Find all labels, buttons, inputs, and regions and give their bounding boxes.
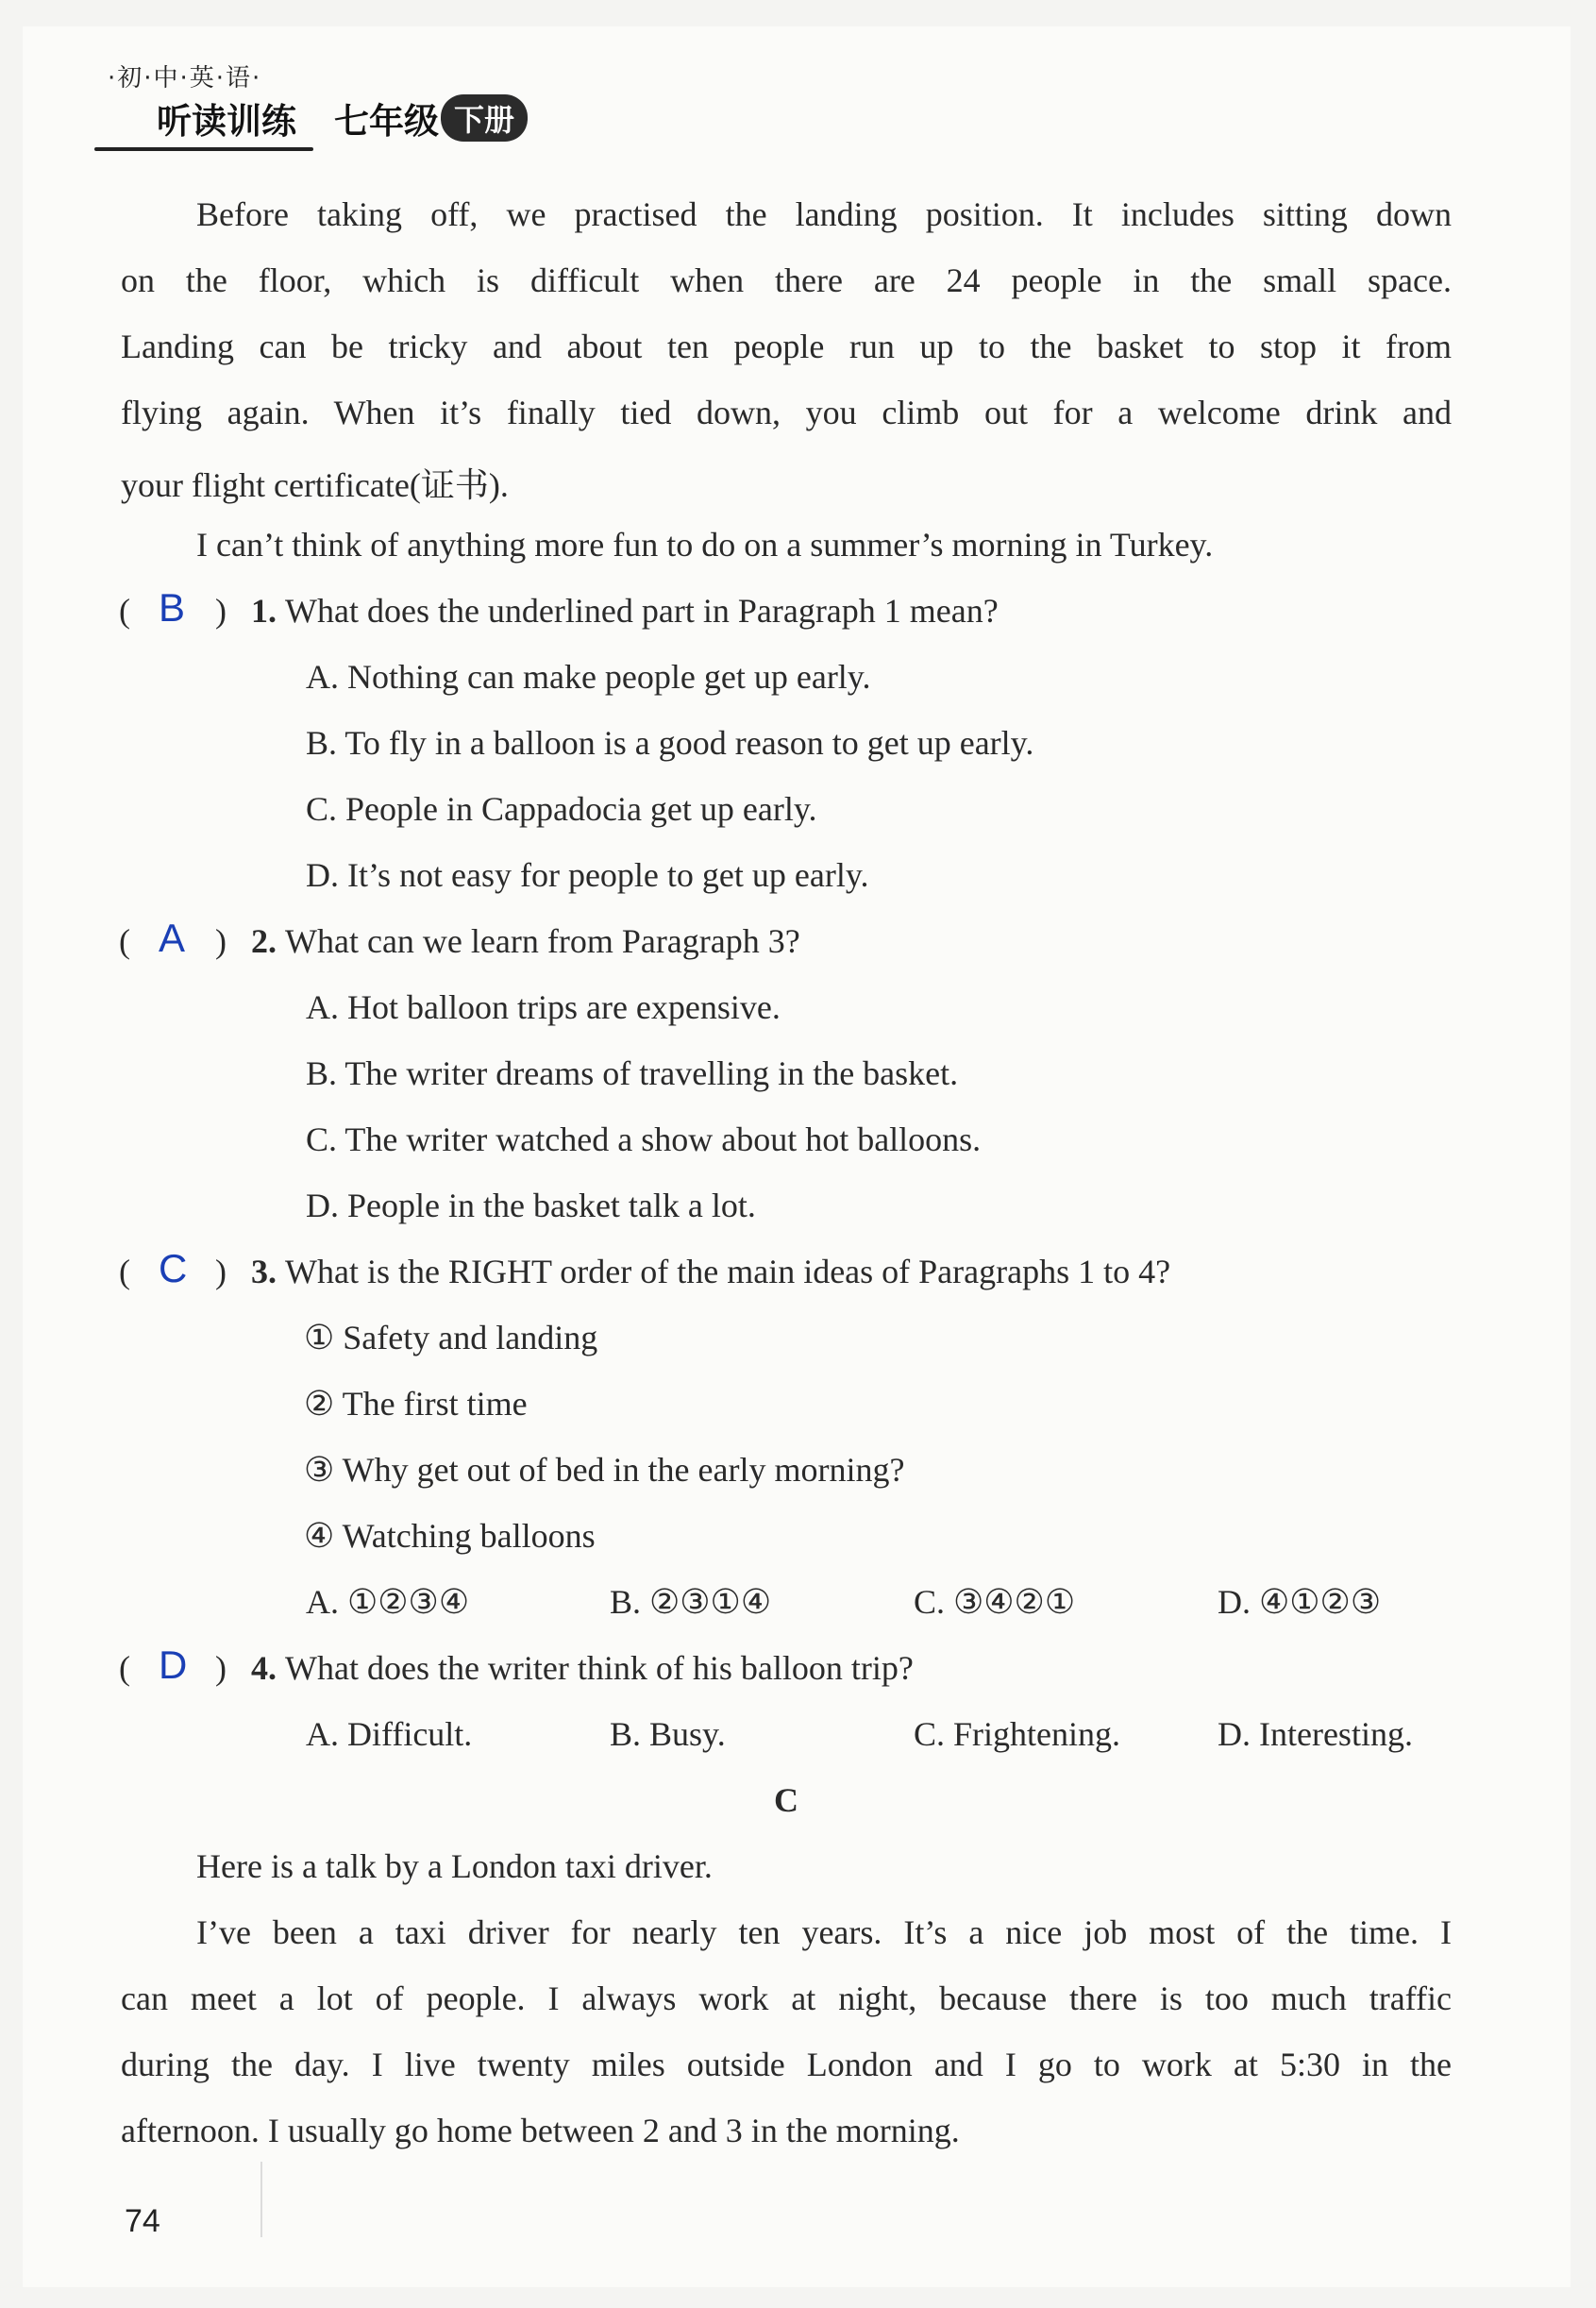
section-intro: Here is a talk by a London taxi driver. — [196, 1847, 713, 1885]
paragraph-line: Before taking off, we practised the landing position. It includes sitting down — [196, 195, 1452, 233]
option-c: C. People in Cappadocia get up early. — [306, 790, 817, 828]
option-c: C. Frightening. — [914, 1715, 1121, 1753]
answer-bracket-close: ) — [215, 1253, 227, 1290]
question-2 — [251, 921, 800, 961]
paragraph-line: your flight certificate(证书). — [121, 466, 509, 504]
answer-mark: A — [159, 916, 186, 960]
option-b: B. ②③①④ — [610, 1583, 772, 1621]
paragraph-line: I’ve been a taxi driver for nearly ten years. It’s a nice job most of the time. I — [196, 1913, 1452, 1951]
question-number: 1. — [251, 592, 277, 630]
main-idea-item: ③ Why get out of bed in the early morning? — [304, 1451, 905, 1489]
paragraph-line: can meet a lot of people. I always work at night, because there is too much traffic — [121, 1979, 1452, 2017]
paragraph-closing: I can’t think of anything more fun to do on a summer’s morning in Turkey. — [196, 526, 1214, 564]
answer-bracket-open: ( — [119, 1253, 130, 1290]
question-text: What does the underlined part in Paragraph 1 mean? — [285, 592, 999, 630]
section-heading: C — [774, 1781, 798, 1819]
option-c: C. The writer watched a show about hot balloons. — [306, 1120, 982, 1158]
main-idea-item: ① Safety and landing — [304, 1319, 598, 1356]
answer-bracket-close: ) — [215, 1649, 227, 1687]
answer-mark: C — [159, 1246, 188, 1290]
option-a: A. Difficult. — [306, 1715, 473, 1753]
header-title — [104, 93, 528, 143]
page-number: 74 — [125, 2203, 160, 2239]
question-1 — [251, 591, 999, 631]
question-text: What does the writer think of his balloon trip? — [285, 1649, 914, 1687]
answer-bracket-close: ) — [215, 592, 227, 630]
question-text: What can we learn from Paragraph 3? — [285, 922, 800, 960]
header-grade: 七年级 — [334, 101, 439, 142]
header-volume-badge: 下册 — [441, 94, 528, 142]
question-text: What is the RIGHT order of the main ideas of Paragraphs 1 to 4? — [285, 1253, 1171, 1290]
header-underline — [94, 147, 313, 151]
option-a: A. ①②③④ — [306, 1583, 470, 1621]
option-d: D. It’s not easy for people to get up early. — [306, 856, 869, 894]
answer-bracket-open: ( — [119, 592, 130, 630]
question-number: 3. — [251, 1253, 277, 1290]
paragraph-line: during the day. I live twenty miles outside London and I go to work at 5:30 in the — [121, 2046, 1452, 2083]
question-4 — [251, 1648, 914, 1688]
question-3 — [251, 1252, 1170, 1291]
main-idea-item: ④ Watching balloons — [304, 1517, 596, 1555]
answer-bracket-open: ( — [119, 922, 130, 960]
option-d: D. ④①②③ — [1218, 1583, 1382, 1621]
answer-mark: B — [159, 585, 186, 630]
option-d: D. People in the basket talk a lot. — [306, 1187, 756, 1224]
option-a: A. Hot balloon trips are expensive. — [306, 988, 781, 1026]
option-c: C. ③④②① — [914, 1583, 1076, 1621]
margin-rule — [260, 2162, 262, 2237]
main-idea-item: ② The first time — [304, 1385, 528, 1423]
paragraph-line: flying again. When it’s finally tied down, you climb out for a welcome drink and — [121, 394, 1452, 431]
option-b: B. Busy. — [610, 1715, 726, 1753]
book-header — [104, 59, 515, 142]
option-d: D. Interesting. — [1218, 1715, 1413, 1753]
paragraph-line: on the floor, which is difficult when there are 24 people in the small space. — [121, 261, 1452, 299]
answer-bracket-close: ) — [215, 922, 227, 960]
paragraph-line: Landing can be tricky and about ten people run up to the basket to stop it from — [121, 328, 1452, 365]
option-b: B. The writer dreams of travelling in the basket. — [306, 1054, 959, 1092]
answer-mark: D — [159, 1643, 188, 1687]
option-b: B. To fly in a balloon is a good reason to get up early. — [306, 724, 1034, 762]
question-number: 2. — [251, 922, 277, 960]
answer-bracket-open: ( — [119, 1649, 130, 1687]
header-top-label: ·初·中·英·语· — [108, 64, 262, 93]
option-a: A. Nothing can make people get up early. — [306, 658, 871, 696]
paragraph-line: afternoon. I usually go home between 2 and 3 in the morning. — [121, 2112, 960, 2149]
question-number: 4. — [251, 1649, 277, 1687]
header-series-title: 听读训练 — [157, 101, 296, 142]
